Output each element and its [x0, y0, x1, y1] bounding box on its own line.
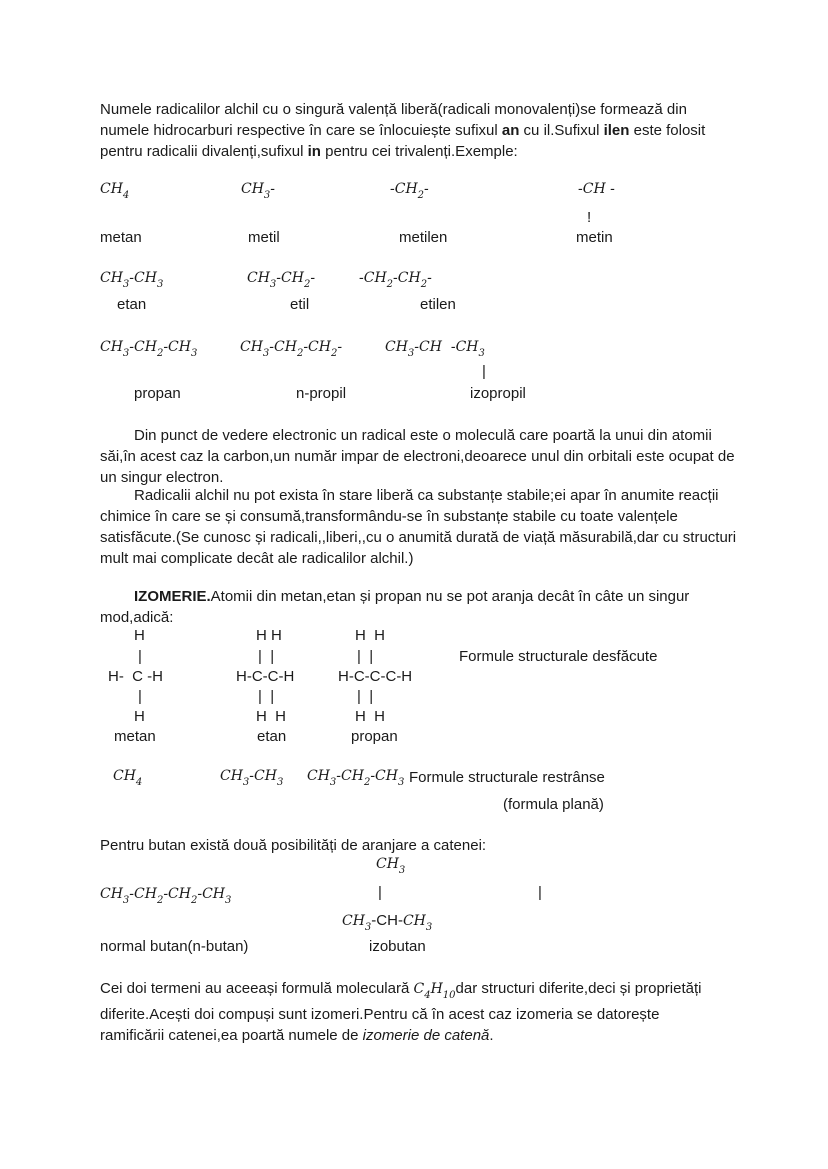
etan-struct-line-4: | |	[258, 688, 275, 705]
propan-struct-line-3: H-C-C-C-H	[338, 668, 413, 685]
etan-struct-line-3: H-C-C-H	[236, 668, 295, 685]
name-etilen: etilen	[420, 296, 456, 313]
izopropil-bond-mark: |	[482, 363, 486, 380]
etan-struct-line-2: | |	[258, 648, 275, 665]
paragraph-izomerie	[100, 586, 740, 628]
formula-n-butan-wrap	[100, 886, 231, 906]
izomerie-heading: IZOMERIE.	[134, 588, 211, 605]
conclusion-line-2: diferite.Acești doi compuși sunt izomeri.Pentru că în acest caz izomeria se datorește	[100, 1006, 660, 1023]
metan-struct-line-4: |	[138, 688, 142, 705]
butan-intro: Pentru butan există două posibilități de aranjare a catenei:	[100, 837, 487, 854]
name-n-butan: normal butan(n-butan)	[100, 938, 249, 955]
text: pentru radicalii divalenți,sufixul	[100, 143, 308, 160]
text: dar structuri diferite,deci și proprietăți	[455, 980, 702, 997]
intro-line-1: Numele radicalilor alchil cu o singură valență liberă(radicali monovalenți)se formează din	[100, 101, 687, 118]
struct-name-etan: etan	[257, 728, 287, 745]
intro-paragraph	[100, 99, 740, 162]
formula-propan: $CH_3-CH_2-CH_3$	[100, 339, 198, 359]
name-n-propil: n-propil	[296, 385, 347, 402]
intro-line-2	[100, 120, 740, 141]
label-formule-desfacute: Formule structurale desfăcute	[459, 648, 658, 665]
paragraph-electronic: Din punct de vedere electronic un radical este o moleculă care poartă la unui din atomii săi,în acest caz la carbon,un număr impar de electroni,deoarece unul din orbitali este ocupat de un singur electron.	[100, 427, 735, 486]
restranse-metan: $CH_4$	[113, 768, 143, 788]
text: este folosit	[629, 122, 706, 139]
text: cu il.Sufixul	[519, 122, 604, 139]
propan-struct-line-5: H H	[355, 708, 385, 725]
formula-c4h10: $C_4H_{10}$	[413, 981, 456, 1001]
formula-metan: $CH_4$	[100, 181, 130, 201]
label-formule-restranse: Formule structurale restrânse	[409, 769, 605, 786]
metin-bond-mark: !	[587, 209, 592, 226]
metan-struct-line-2: |	[138, 648, 142, 665]
name-metilen: metilen	[399, 229, 448, 246]
propan-struct-line-2: | |	[357, 648, 374, 665]
formula-n-propil: $CH_3-CH_2-CH_2-$	[240, 339, 343, 359]
formula-izobutan: $CH_3-CH-CH_3$	[342, 912, 433, 933]
name-propan: propan	[134, 385, 181, 402]
izobutan-bond: |	[378, 884, 382, 901]
bold-suffix-an: an	[501, 122, 520, 139]
propan-struct-line-1: H H	[355, 627, 385, 644]
restranse-etan: $CH_3-CH_3$	[220, 768, 284, 788]
term-izomerie-de-catena: izomerie de catenă	[362, 1027, 490, 1044]
text: numele hidrocarburi respective în care se înlocuiește sufixul	[100, 122, 502, 139]
paragraph-radicali: Radicalii alchil nu pot exista în stare liberă ca substanțe stabile;ei apar în anumite reacții chimice în care se și consumă,transformându-se în substanțe stabile cu toate valențele satisfăcute.(Se cunosc și radicali,,liberi,,cu o anumită durată de viață măsurabilă,dar cu structuri mult mai complicate decât ale radicalilor alchil.)	[100, 487, 737, 567]
formula-metil: $CH_3-$	[241, 181, 276, 201]
conclusion-line-1	[100, 981, 701, 1001]
formula-izopropil: $CH_3-CH$ $-CH_3$	[385, 339, 485, 359]
formula-etan: $CH_3-CH_3$	[100, 270, 164, 290]
restranse-propan: $CH_3-CH_2-CH_3$	[307, 768, 405, 788]
formula-metilen: $-CH_2-$	[390, 181, 429, 201]
formula-metin: -CH -	[578, 181, 615, 197]
formula-etil: $CH_3-CH_2-$	[247, 270, 316, 290]
formula-etilen: $-CH_2-CH_2-$	[359, 270, 432, 290]
name-etan: etan	[117, 296, 147, 313]
name-etil: etil	[290, 296, 310, 313]
label-formula-plana: (formula plană)	[503, 796, 604, 813]
name-izobutan: izobutan	[369, 938, 426, 955]
izobutan-top-ch3: $CH_3$	[376, 856, 406, 876]
stray-bond-mark: |	[538, 884, 542, 901]
formula-n-butan: $CH_3-CH_2-CH_2-CH_3$	[100, 886, 232, 906]
name-metin: metin	[576, 229, 613, 246]
bold-suffix-ilen: ilen	[603, 122, 630, 139]
metan-struct-line-1: H	[134, 627, 145, 644]
bold-suffix-in: in	[307, 143, 321, 160]
propan-struct-line-4: | |	[357, 688, 374, 705]
etan-struct-line-5: H H	[256, 708, 286, 725]
izomerie-text: Atomii din metan,etan și propan nu se pot aranja decât în câte un singur mod,adică:	[100, 588, 690, 626]
etan-struct-line-1: H H	[256, 627, 282, 644]
text: .	[489, 1027, 494, 1044]
struct-name-propan: propan	[351, 728, 398, 745]
name-metil: metil	[248, 229, 280, 246]
name-metan: metan	[100, 229, 142, 246]
metan-struct-line-3: H- C -H	[108, 668, 163, 685]
name-izopropil: izopropil	[470, 385, 526, 402]
metan-struct-line-5: H	[134, 708, 145, 725]
text: ramificării catenei,ea poartă numele de	[100, 1027, 363, 1044]
conclusion-line-3	[100, 1028, 494, 1043]
intro-line-3	[100, 141, 740, 162]
struct-name-metan: metan	[114, 728, 156, 745]
text: Cei doi termeni au aceeași formulă moleculară	[100, 980, 414, 997]
text: pentru cei trivalenți.Exemple:	[320, 143, 518, 160]
